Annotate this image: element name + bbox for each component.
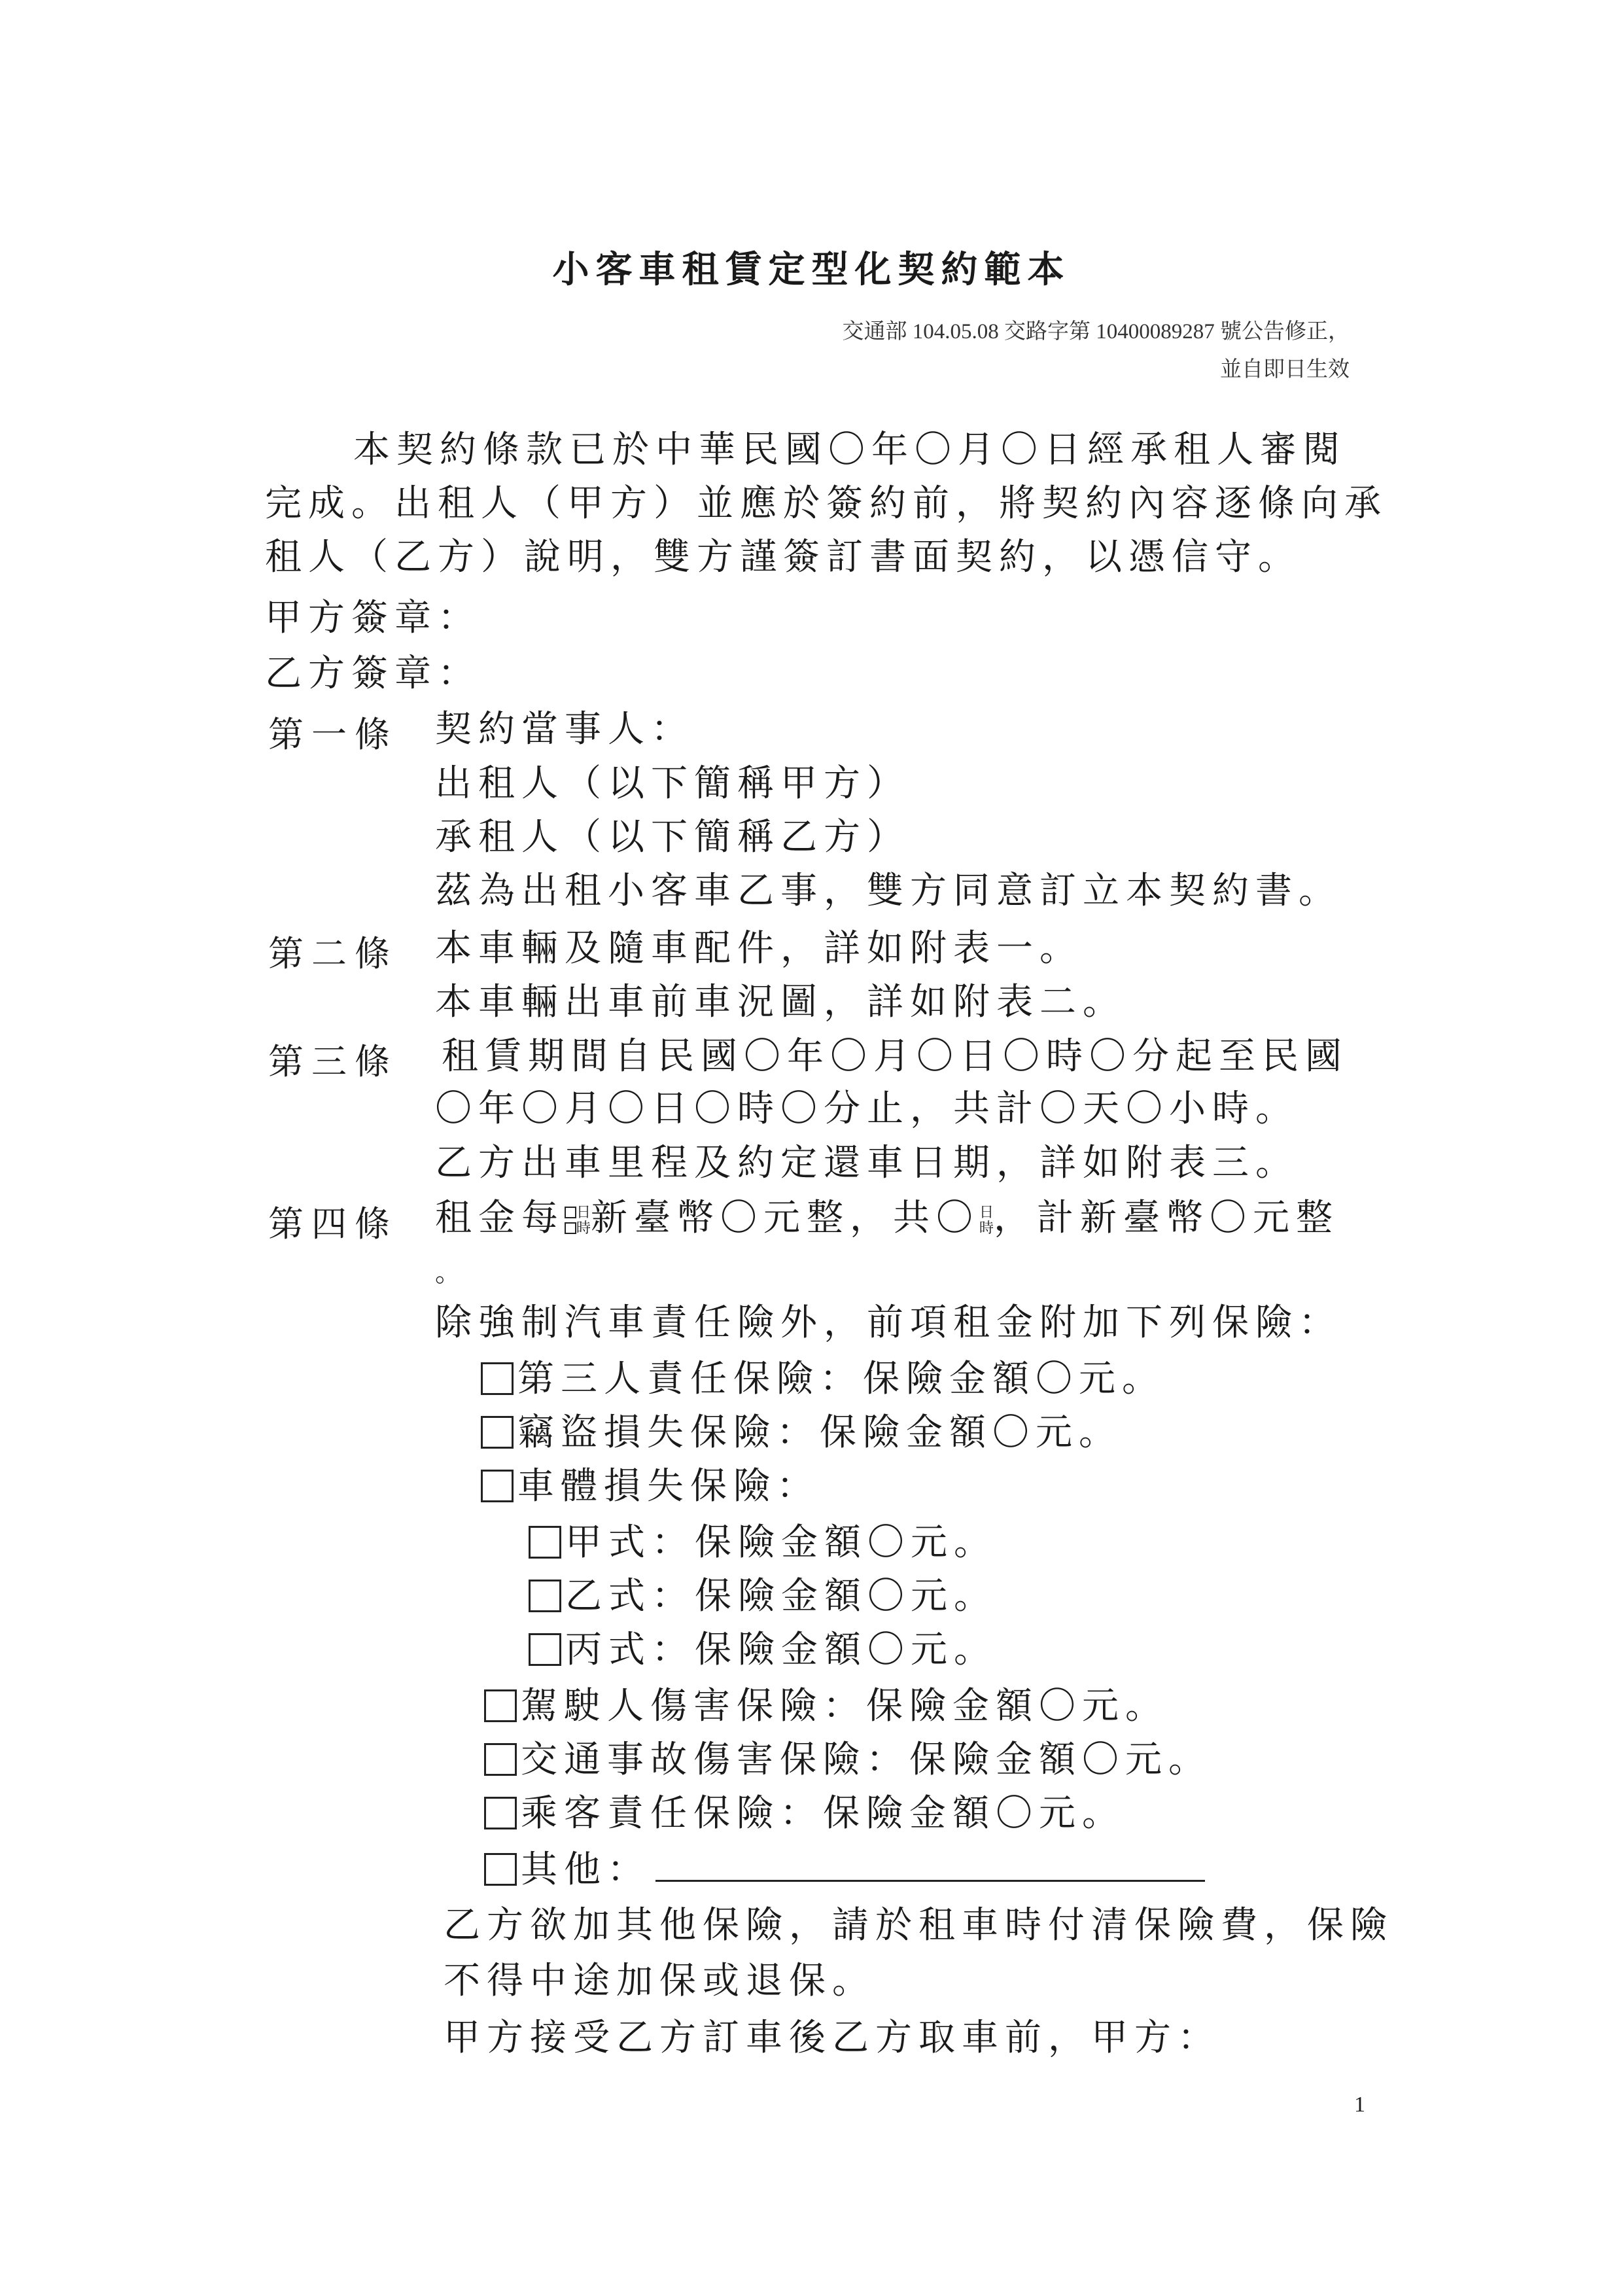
announcement-note: 交通部 104.05.08 交路字第 10400089287 號公告修正，	[842, 320, 1350, 344]
insurance-option	[481, 1353, 1165, 1405]
collision-suboption	[529, 1517, 997, 1569]
lessee-signature-label: 乙方簽章：	[265, 652, 481, 695]
insurance-checkbox[interactable]	[529, 1633, 561, 1666]
day-hour-choice	[565, 1205, 591, 1237]
insurance-option-label: 乘客責任保險：保險金額〇元。	[521, 1792, 1125, 1835]
day-hour-unit	[979, 1205, 994, 1237]
article-3-label: 第三條	[268, 1041, 398, 1082]
intro-line: 完成。出租人（甲方）並應於簽約前，將契約內容逐條向承	[265, 482, 1387, 525]
article-2-line: 本車輛及隨車配件，詳如附表一。	[435, 927, 1083, 970]
insurance-option	[484, 1680, 1168, 1733]
insurance-checkbox[interactable]	[481, 1416, 514, 1449]
article-4-tail: 不得中途加保或退保。	[444, 1960, 875, 2002]
insurance-option-other	[484, 1844, 1205, 1896]
article-1-line: 承租人（以下簡稱乙方）	[435, 816, 910, 858]
insurance-option-label: 乙式：保險金額〇元。	[565, 1575, 997, 1617]
insurance-option	[484, 1788, 1125, 1840]
insurance-checkbox[interactable]	[529, 1580, 561, 1612]
other-insurance-blank[interactable]	[655, 1854, 1205, 1882]
insurance-option-label: 甲式：保險金額〇元。	[565, 1521, 997, 1564]
article-1-label: 第一條	[268, 714, 398, 755]
article-1-line: 茲為出租小客車乙事，雙方同意訂立本契約書。	[435, 870, 1342, 912]
insurance-option-label: 車體損失保險：	[517, 1465, 820, 1508]
insurance-option-label: 其他：	[521, 1848, 650, 1891]
rent-line-end: 。	[435, 1258, 468, 1288]
hour-checkbox[interactable]	[565, 1222, 576, 1234]
hour-unit: 時	[979, 1220, 994, 1237]
insurance-option-label: 駕駛人傷害保險：保險金額〇元。	[521, 1685, 1168, 1727]
lessor-signature-label: 甲方簽章：	[265, 597, 481, 639]
article-4-label: 第四條	[268, 1203, 398, 1245]
insurance-checkbox[interactable]	[529, 1526, 561, 1559]
insurance-checkbox[interactable]	[484, 1853, 517, 1886]
insurance-checkbox[interactable]	[484, 1797, 517, 1829]
collision-suboption	[529, 1570, 997, 1623]
page-number: 1	[1354, 2093, 1365, 2117]
insurance-option-label: 交通事故傷害保險：保險金額〇元。	[521, 1739, 1212, 1781]
article-1-line: 契約當事人：	[435, 708, 694, 751]
hour-option: 時	[576, 1220, 591, 1237]
collision-suboption	[529, 1624, 997, 1676]
article-4-tail: 乙方欲加其他保險，請於租車時付清保險費，保險	[444, 1904, 1393, 1947]
article-2-label: 第二條	[268, 933, 398, 974]
insurance-intro: 除強制汽車責任險外，前項租金附加下列保險：	[435, 1301, 1342, 1344]
insurance-option-label: 竊盜損失保險：保險金額〇元。	[517, 1411, 1122, 1454]
intro-line: 本契約條款已於中華民國〇年〇月〇日經承租人審閱	[353, 429, 1346, 471]
insurance-checkbox[interactable]	[481, 1362, 514, 1395]
article-2-line: 本車輛出車前車況圖，詳如附表二。	[435, 981, 1126, 1023]
effective-note: 並自即日生效	[1220, 358, 1350, 381]
day-unit: 日	[979, 1204, 994, 1221]
insurance-checkbox[interactable]	[484, 1743, 517, 1776]
insurance-option-label: 丙式：保險金額〇元。	[565, 1629, 997, 1671]
article-1-line: 出租人（以下簡稱甲方）	[435, 762, 910, 805]
document-title: 小客車租賃定型化契約範本	[552, 248, 1071, 291]
article-3-line: 〇年〇月〇日〇時〇分止，共計〇天〇小時。	[435, 1087, 1299, 1130]
rent-text-c: ，計新臺幣〇元整	[994, 1197, 1340, 1239]
article-3-line: 租賃期間自民國〇年〇月〇日〇時〇分起至民國	[442, 1035, 1348, 1078]
article-3-line: 乙方出車里程及約定還車日期，詳如附表三。	[435, 1142, 1299, 1184]
insurance-checkbox[interactable]	[484, 1689, 517, 1722]
article-4-tail: 甲方接受乙方訂車後乙方取車前，甲方：	[444, 2017, 1221, 2059]
insurance-option	[484, 1734, 1212, 1786]
insurance-option	[481, 1460, 820, 1513]
day-checkbox[interactable]	[565, 1207, 576, 1218]
rent-text-b: 新臺幣〇元整，共〇	[591, 1197, 980, 1239]
insurance-option-label: 第三人責任保險：保險金額〇元。	[517, 1358, 1165, 1400]
insurance-checkbox[interactable]	[481, 1470, 514, 1502]
intro-line: 租人（乙方）說明，雙方謹簽訂書面契約，以憑信守。	[265, 536, 1301, 578]
day-option: 日	[576, 1204, 591, 1221]
rent-line	[435, 1192, 1339, 1245]
rent-text-a: 租金每	[435, 1197, 565, 1239]
insurance-option	[481, 1407, 1122, 1459]
